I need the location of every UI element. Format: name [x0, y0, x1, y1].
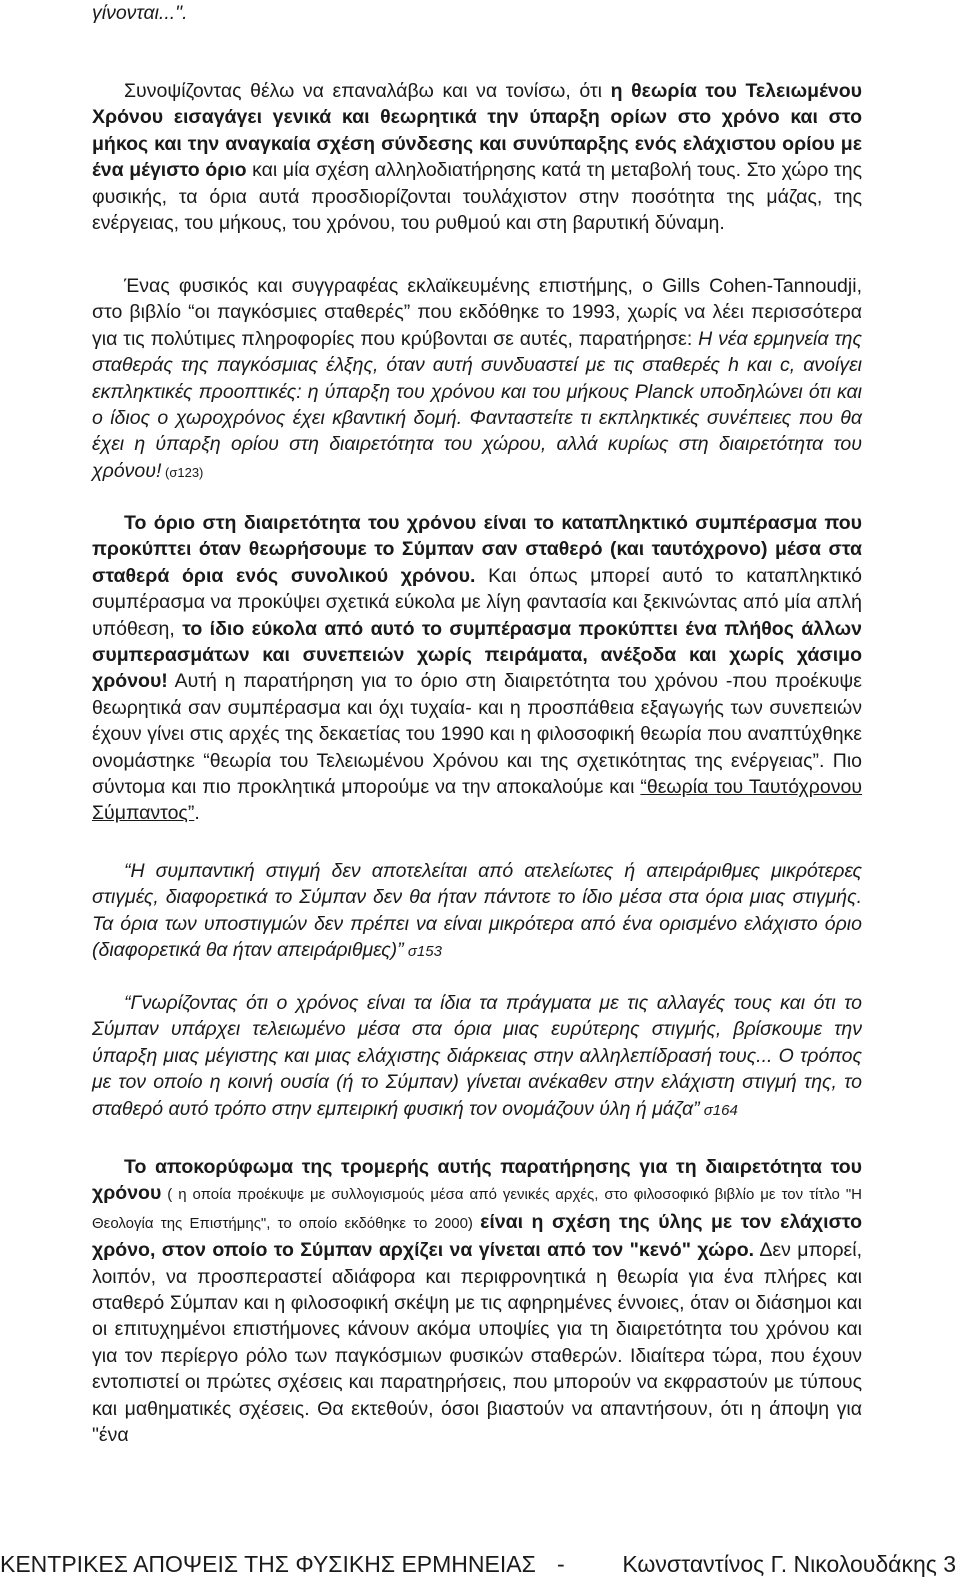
footer-author-page: Κωνσταντίνος Γ. Νικολουδάκης 3 [622, 1551, 956, 1577]
quote-2: “Γνωρίζοντας ότι ο χρόνος είναι τα ίδια τα πράγματα με τις αλλαγές τους και ότι το Σύμπαν υπάρχει τελειωμένο μέσα στα όρια μιας ευρύτερης στιγμής, βρίσκουμε την ύπαρξη μιας μέγιστης και μιας ελάχιστης διάρκειας στην αλληλεπίδρασή τους... Ο τρόπος με τον οποίο η κοινή ουσία (ή το Σύμπαν) γίνεται ανέκαθεν στην ελάχιστη στιγμή της, το σταθερό αυτό τρόπο στην εμπειρική φυσική τον ονομάζουν ύλη ή μάζα” σ164 [92, 992, 862, 1120]
footer-separator: - [557, 1551, 565, 1577]
quote-1: “Η συμπαντική στιγμή δεν αποτελείται από ατελείωτες ή απειράριθμες μικρότερες στιγμές, διαφορετικά το Σύμπαν δεν θα ήταν πάντοτε το ίδιο μέσα στα όρια μιας στιγμής. Τα όρια των υποστιγμών δεν πρέπει να είναι μικρότερα από ένα ορισμένο ελάχιστο όριο (διαφορετικά θα ήταν απειράριθμες)” σ153 [92, 860, 862, 962]
paragraph-1: Συνοψίζοντας θέλω να επαναλάβω και να τονίσω, ότι η θεωρία του Τελειωμένου Χρόνου εισαγάγει γενικά και θεωρητικά την ύπαρξη ορίων στο χρόνο και στο μήκος και την αναγκαία σχέση σύνδεσης και συνύπαρξης ενός ελάχιστου ορίου με ένα μέγιστο όριο και μία σχέση αλληλοδιατήρησης κατά τη μεταβολή τους. Στο χώρο της φυσικής, τα όρια αυτά προσδιορίζονται τουλάχιστον στην ποσότητα της μάζας, της ενέργειας, του μήκους, του χρόνου, του ρυθμού και στη βαρυτική δύναμη. [92, 80, 863, 235]
paragraph-4: Το αποκορύφωμα της τρομερής αυτής παρατήρησης για τη διαιρετότητα του χρόνου ( η οποία προέκυψε με συλλογισμούς μέσα από γενικές αρχές, στο φιλοσοφικό βιβλίο με τον τίτλο "Η Θεολογία της Επιστήμης", το οποίο εκδόθηκε το 2000) είναι η σχέση της ύλης με τον ελάχιστο χρόνο, στον οποίο το Σύμπαν αρχίζει να γίνεται από τον "κενό" χώρο. Δεν μπορεί, λοιπόν, να προσπεραστεί αδιάφορα και περιφρονητικά η θεωρία για ένα πλήρες και σταθερό Σύμπαν και η φιλοσοφική σκέψη με τις αφηρημένες έννοιες, όταν οι διάσημοι και οι επιτυχημένοι επιστήμονες κάνουν ακόμα υποψίες για τη διαιρετότητα του χρόνου και για τον περίεργο ρόλο των παγκόσμιων φυσικών σταθερών. Ιδιαίτερα τώρα, που έχουν εντοπιστεί οι πρώτες σχέσεις και παρατηρήσεις, που μπορούν να εκφραστούν με τύπους και μαθηματικές σχέσεις. Θα εκτεθούν, όσοι βιαστούν να απαντήσουν, ότι η άποψη για "ένα [92, 1156, 863, 1447]
footer-title: ΚΕΝΤΡΙΚΕΣ ΑΠΟΨΕΙΣ ΤΗΣ ΦΥΣΙΚΗΣ ΕΡΜΗΝΕΙΑΣ [0, 1551, 536, 1577]
top-fragment: γίνονται...". [92, 2, 188, 24]
paragraph-2: Ένας φυσικός και συγγραφέας εκλαϊκευμένης επιστήμης, ο Gills Cohen-Tannoudji, στο βιβλίο “οι παγκόσμιες σταθερές” που εκδόθηκε το 1993, χωρίς να λέει περισσότερα για τις πολύτιμες πληροφορίες που κρύβονται σε αυτές, παρατήρησε: Η νέα ερμηνεία της σταθεράς της παγκόσμιας έλξης, όταν αυτή συνδυαστεί με τις σταθερές h και c, ανοίγει εκπληκτικές προοπτικές: η ύπαρξη του χρόνου και του μήκους Planck υποδηλώνει ότι και ο ίδιος ο χωροχρόνος έχει κβαντική δομή. Φανταστείτε τι εκπληκτικές συνέπειες που θα έχει η ύπαρξη ορίου στη διαιρετότητα του χώρου, αλλά κυρίως στη διαιρετότητα του χρόνου! (σ123) [92, 275, 862, 482]
paragraph-3: Το όριο στη διαιρετότητα του χρόνου είναι το καταπληκτικό συμπέρασμα που προκύπτει όταν θεωρήσουμε το Σύμπαν σαν σταθερό (και ταυτόχρονο) μέσα στα σταθερά όρια ενός συνολικού χρόνου. Και όπως μπορεί αυτό το καταπληκτικό συμπέρασμα να προκύψει σχετικά εύκολα με λίγη φαντασία και ξεκινώντας από μία απλή υπόθεση, το ίδιο εύκολα από αυτό το συμπέρασμα προκύπτει ένα πλήθος άλλων συμπερασμάτων και συνεπειών χωρίς πειράματα, ανέξοδα και χωρίς χάσιμο χρόνου! Αυτή η παρατήρηση για το όριο στη διαιρετότητα του χρόνου -που προέκυψε θεωρητικά σαν συμπέρασμα και όχι τυχαία- και η προσπάθεια εξαγωγής των συνεπειών έχουν γίνει στις αρχές της δεκαετίας του 1990 και η φιλοσοφική θεωρία που αναπτύχθηκε ονομάστηκε “θεωρία του Τελειωμένου Χρόνου και της σχετικότητας της ενέργειας”. Πιο σύντομα και πιο προκλητικά μπορούμε να την αποκαλούμε και “θεωρία του Ταυτόχρονου Σύμπαντος”. [92, 512, 863, 825]
